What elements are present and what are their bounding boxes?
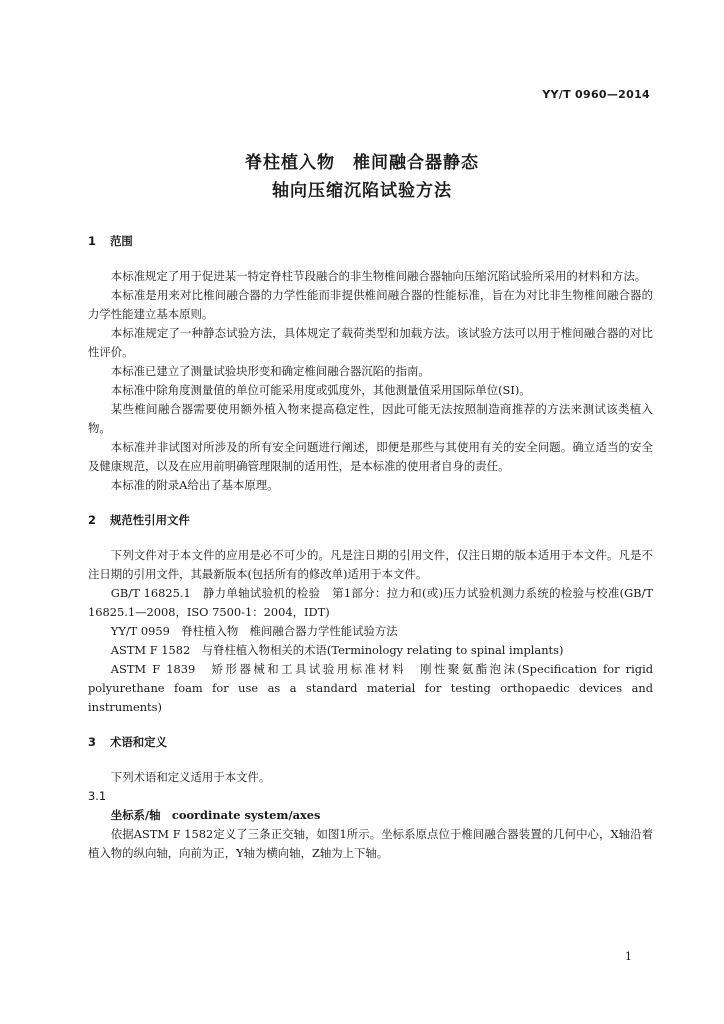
scope-paragraph: 本标准并非试图对所涉及的所有安全问题进行阐述，即便是那些与其使用有关的安全问题。确立适当的安全及健康规范，以及在应用前明确管理限制的适用性，是本标准的使用者自身的责任。 [88, 440, 653, 473]
section-title: 范围 [110, 234, 133, 248]
standard-code: YY/T 0960—2014 [542, 88, 650, 101]
scope-paragraph: 本标准规定了一种静态试验方法，具体规定了载荷类型和加载方法。该试验方法可以用于椎间融合器的对比性评价。 [88, 326, 653, 359]
page-number: 1 [625, 950, 632, 963]
document-title-line2: 轴向压缩沉陷试验方法 [272, 181, 452, 201]
section-number: 1 [88, 234, 96, 248]
reference-item: ASTM F 1839 矫形器械和工具试验用标准材料 刚性聚氨酯泡沫(Specification for rigid polyurethane foam for use as a standard material for testing orthopaedic devices and instruments) [88, 662, 653, 714]
reference-item: YY/T 0959 脊柱植入物 椎间融合器力学性能试验方法 [110, 624, 398, 638]
references-intro: 下列文件对于本文件的应用是必不可少的。凡是注日期的引用文件，仅注日期的版本适用于本文件。凡是不注日期的引用文件，其最新版本(包括所有的修改单)适用于本文件。 [88, 548, 653, 581]
section-heading-terms [88, 733, 653, 752]
reference-item: ASTM F 1582 与脊柱植入物相关的术语(Terminology relating to spinal implants) [110, 643, 564, 657]
section-title: 术语和定义 [110, 735, 167, 749]
scope-paragraph: 本标准的附录A给出了基本原理。 [110, 478, 279, 492]
document-body [88, 232, 653, 863]
term-definition: 依据ASTM F 1582定义了三条正交轴，如图1所示。坐标系原点位于椎间融合器装置的几何中心，X轴沿着植入物的纵向轴，向前为正，Y轴为横向轴，Z轴为上下轴。 [88, 827, 653, 860]
section-number: 2 [88, 513, 96, 527]
reference-item: GB/T 16825.1 静力单轴试验机的检验 第1部分：拉力和(或)压力试验机测力系统的检验与校准(GB/T 16825.1—2008，ISO 7500-1：2004，IDT) [88, 586, 653, 619]
section-heading-scope [88, 232, 653, 251]
scope-paragraph: 本标准规定了用于促进某一特定脊柱节段融合的非生物椎间融合器轴向压缩沉陷试验所采用的材料和方法。 [110, 269, 647, 283]
section-heading-normative-references [88, 511, 653, 530]
document-title-line1: 脊柱植入物 椎间融合器静态 [245, 153, 479, 173]
scope-paragraph: 本标准已建立了测量试验块形变和确定椎间融合器沉陷的指南。 [110, 364, 430, 378]
terms-intro: 下列术语和定义适用于本文件。 [110, 770, 271, 784]
scope-paragraph: 某些椎间融合器需要使用额外植入物来提高稳定性，因此可能无法按照制造商推荐的方法来测试该类植入物。 [88, 402, 653, 435]
section-number: 3 [88, 735, 96, 749]
scope-paragraph: 本标准是用来对比椎间融合器的力学性能而非提供椎间融合器的性能标准，旨在为对比非生物椎间融合器的力学性能建立基本原则。 [88, 288, 653, 321]
scope-paragraph: 本标准中除角度测量值的单位可能采用度或弧度外，其他测量值采用国际单位(SI)。 [110, 383, 531, 397]
subclause-number: 3.1 [88, 789, 107, 803]
section-title: 规范性引用文件 [110, 513, 190, 527]
term-entry: 坐标系/轴 coordinate system/axes [110, 808, 321, 822]
